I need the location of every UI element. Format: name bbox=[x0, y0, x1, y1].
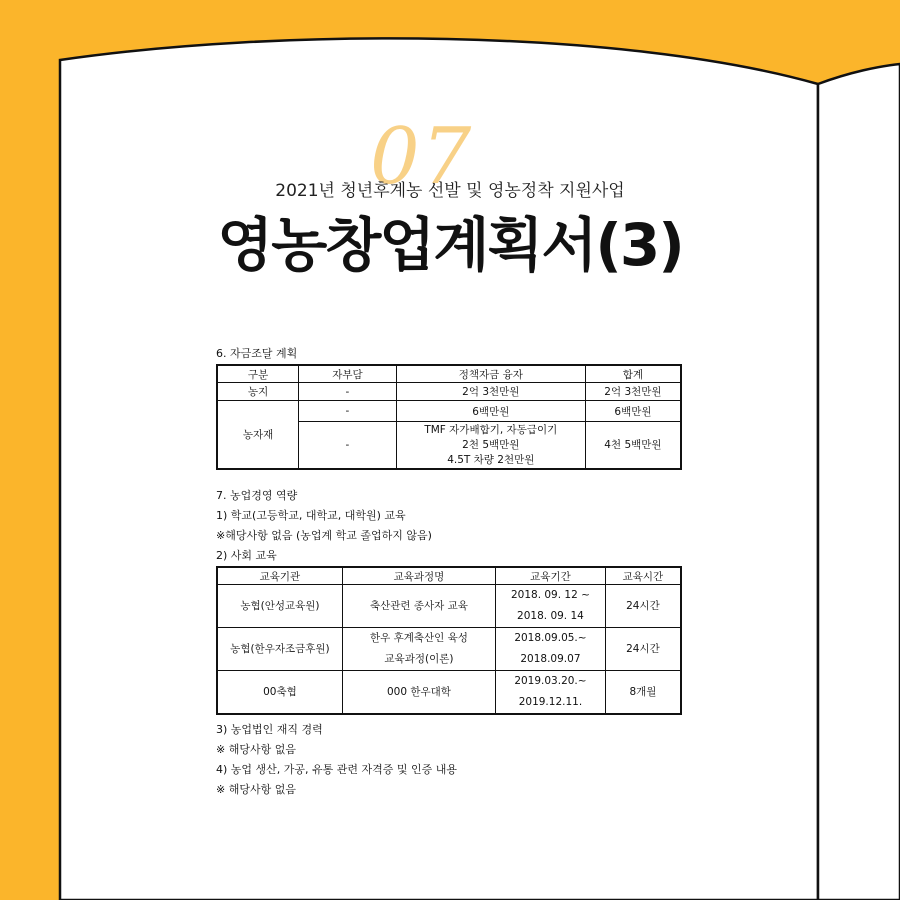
section7-heading: 7. 농업경영 역량 bbox=[216, 489, 298, 502]
category-cell: 농자재 bbox=[217, 401, 299, 470]
course-line: 000 한우대학 bbox=[386, 685, 451, 698]
table-row bbox=[217, 628, 681, 671]
column-header: 정책자금 융자 bbox=[396, 365, 585, 383]
column-header: 교육기간 bbox=[496, 567, 606, 585]
course-line: 한우 후계축산인 육성 bbox=[369, 632, 468, 644]
course-cell bbox=[342, 628, 495, 671]
course-line: 축산관련 종사자 교육 bbox=[369, 599, 468, 612]
period-start: 2018.09.05.~ bbox=[514, 632, 587, 644]
subtitle: 2021년 청년후계농 선발 및 영농정착 지원사업 bbox=[275, 181, 625, 201]
column-header: 교육시간 bbox=[605, 567, 681, 585]
total-cell: 6백만원 bbox=[585, 401, 681, 422]
category-cell: 농지 bbox=[217, 383, 299, 401]
item3-text: 3) 농업법인 재직 경력 bbox=[216, 723, 323, 736]
education-table bbox=[216, 566, 682, 715]
period-end: 2018. 09. 14 bbox=[517, 610, 584, 622]
institution-cell: 농협(안성교육원) bbox=[217, 585, 342, 628]
column-header: 합계 bbox=[585, 365, 681, 383]
hours-cell: 24시간 bbox=[605, 585, 681, 628]
item4-text: 4) 농업 생산, 가공, 유통 관련 자격증 및 인증 내용 bbox=[216, 763, 458, 776]
decorative-number: 07 bbox=[370, 112, 474, 202]
hours-cell: 24시간 bbox=[605, 628, 681, 671]
table-row bbox=[217, 585, 681, 628]
loan-line: 2천 5백만원 bbox=[462, 438, 520, 451]
section6-heading: 6. 자금조달 계획 bbox=[216, 347, 298, 360]
table-row bbox=[217, 671, 681, 715]
period-end: 2019.12.11. bbox=[518, 696, 583, 708]
period-end: 2018.09.07 bbox=[520, 653, 581, 665]
course-cell bbox=[342, 671, 495, 715]
loan-cell: 2억 3천만원 bbox=[396, 383, 585, 401]
period-cell bbox=[496, 671, 606, 715]
page-title: 영농창업계획서(3) bbox=[217, 211, 683, 279]
item3-note: ※ 해당사항 없음 bbox=[216, 743, 296, 756]
total-cell: 2억 3천만원 bbox=[585, 383, 681, 401]
item2-text: 2) 사회 교육 bbox=[216, 549, 277, 562]
table-row bbox=[217, 383, 681, 401]
loan-line: 4.5T 차량 2천만원 bbox=[447, 453, 535, 466]
self-funding-cell: - bbox=[299, 422, 397, 470]
period-start: 2019.03.20.~ bbox=[514, 675, 587, 687]
loan-line: TMF 자가배합기, 자동급이기 bbox=[424, 423, 558, 436]
institution-cell: 00축협 bbox=[217, 671, 342, 715]
institution-cell: 농협(한우자조금후원) bbox=[217, 628, 342, 671]
item4-note: ※ 해당사항 없음 bbox=[216, 783, 296, 796]
column-header: 교육과정명 bbox=[342, 567, 495, 585]
column-header: 교육기관 bbox=[217, 567, 342, 585]
period-start: 2018. 09. 12 ~ bbox=[510, 589, 590, 601]
period-cell bbox=[496, 628, 606, 671]
hours-cell: 8개월 bbox=[605, 671, 681, 715]
course-cell bbox=[342, 585, 495, 628]
column-header: 구분 bbox=[217, 365, 299, 383]
table-header-row bbox=[217, 365, 681, 383]
loan-cell: 6백만원 bbox=[396, 401, 585, 422]
document-body bbox=[216, 344, 682, 800]
self-funding-cell: - bbox=[299, 401, 397, 422]
table-row bbox=[217, 401, 681, 422]
total-cell: 4천 5백만원 bbox=[585, 422, 681, 470]
self-funding-cell: - bbox=[299, 383, 397, 401]
loan-cell bbox=[396, 422, 585, 470]
table-header-row bbox=[217, 567, 681, 585]
column-header: 자부담 bbox=[299, 365, 397, 383]
course-line: 교육과정(이론) bbox=[384, 653, 454, 665]
funding-table bbox=[216, 364, 682, 470]
period-cell bbox=[496, 585, 606, 628]
item1-text: 1) 학교(고등학교, 대학교, 대학원) 교육 bbox=[216, 509, 406, 522]
item1-note: ※해당사항 없음 (농업계 학교 졸업하지 않음) bbox=[216, 529, 432, 542]
